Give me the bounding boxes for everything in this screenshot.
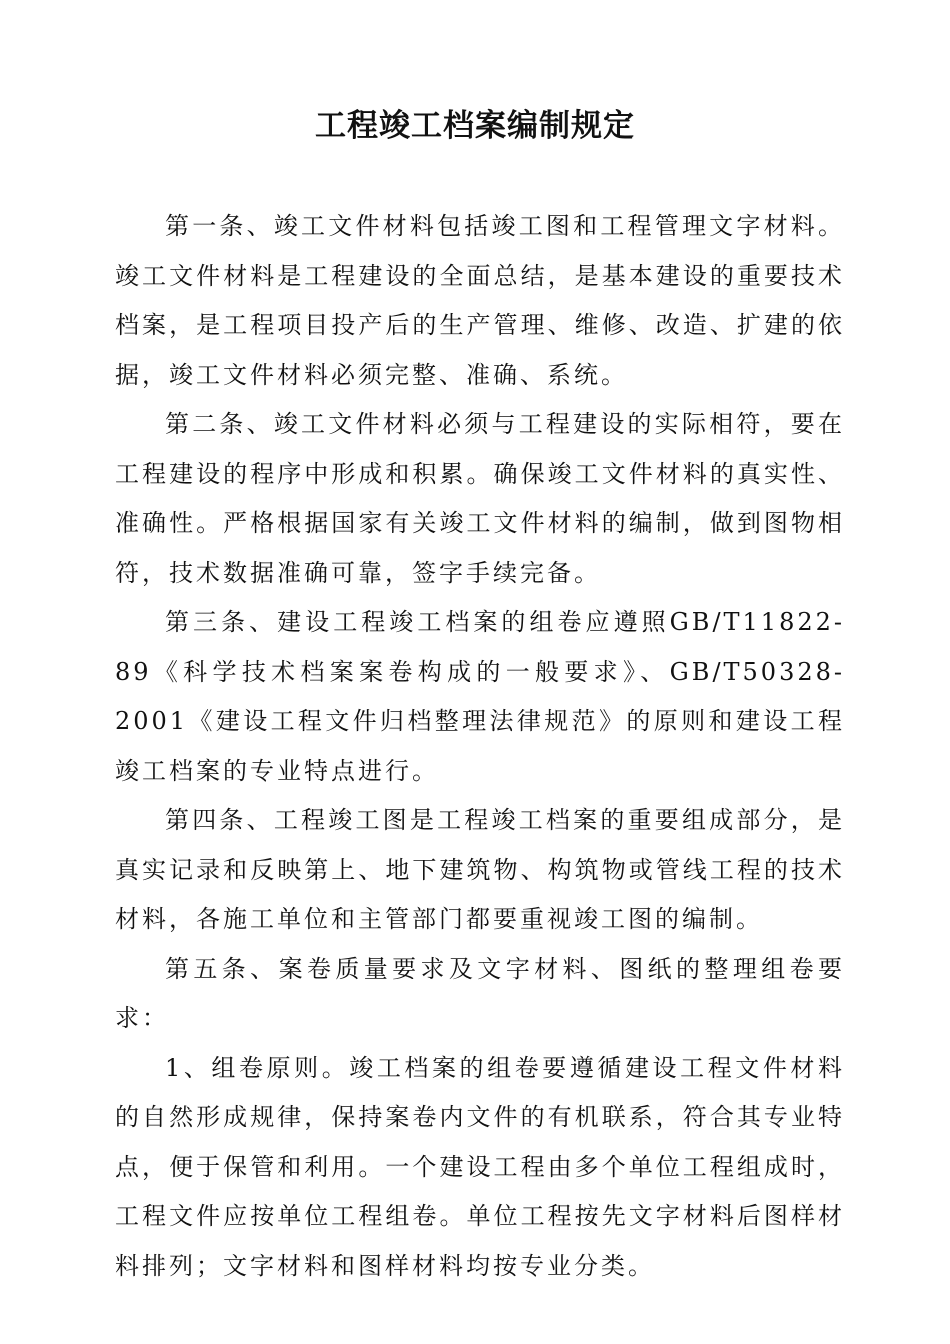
article-3-paragraph: 第三条、建设工程竣工档案的组卷应遵照GB/T11822-89《科学技术档案案卷构成的一般要求》、GB/T50328-2001《建设工程文件归档整理法律规范》的原则和建设工程竣工档案的专业特点进行。 <box>115 608 845 785</box>
article-4-paragraph: 第四条、工程竣工图是工程竣工档案的重要组成部分，是真实记录和反映第上、地下建筑物、构筑物或管线工程的技术材料，各施工单位和主管部门都要重视竣工图的编制。 <box>115 806 845 933</box>
document-body <box>115 202 845 1291</box>
article-1-paragraph: 第一条、竣工文件材料包括竣工图和工程管理文字材料。竣工文件材料是工程建设的全面总结，是基本建设的重要技术档案，是工程项目投产后的生产管理、维修、改造、扩建的依据，竣工文件材料必须完整、准确、系统。 <box>115 212 845 389</box>
article-2-paragraph: 第二条、竣工文件材料必须与工程建设的实际相符，要在工程建设的程序中形成和积累。确保竣工文件材料的真实性、准确性。严格根据国家有关竣工文件材料的编制，做到图物相符，技术数据准确可靠，签字手续完备。 <box>115 410 845 587</box>
article-5-paragraph: 第五条、案卷质量要求及文字材料、图纸的整理组卷要求： <box>115 954 845 1032</box>
document-title: 工程竣工档案编制规定 <box>315 108 635 144</box>
item-1-paragraph: 1、组卷原则。竣工档案的组卷要遵循建设工程文件材料的自然形成规律，保持案卷内文件的有机联系，符合其专业特点，便于保管和利用。一个建设工程由多个单位工程组成时，工程文件应按单位工程组卷。单位工程按先文字材料后图样材料排列；文字材料和图样材料均按专业分类。 <box>115 1053 845 1280</box>
